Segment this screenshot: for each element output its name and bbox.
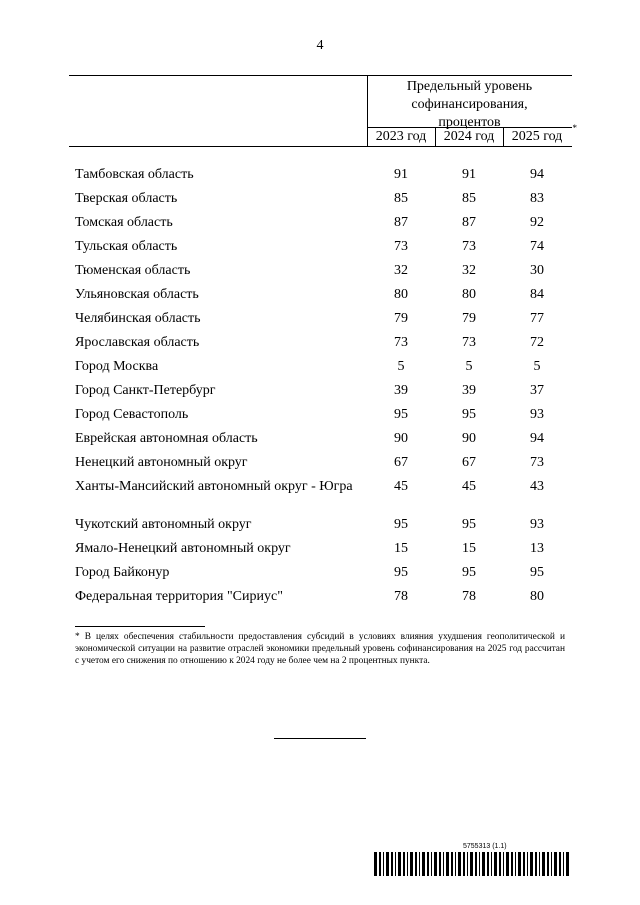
region-name: Ульяновская область [75,287,199,302]
region-name: Еврейская автономная область [75,431,258,446]
value-v2023: 67 [394,455,408,470]
value-v2024: 95 [462,517,476,532]
barcode-bar [547,852,549,876]
value-v2024: 78 [462,589,476,604]
value-v2023: 95 [394,407,408,422]
value-v2024: 73 [462,335,476,350]
barcode-bar [506,852,509,876]
value-v2023: 91 [394,167,408,182]
footnote: * В целях обеспечения стабильности предоставления субсидий в условиях влияния ухудшения геополитической и экономической ситуации на развитие отраслей экономики предельный уровень софинансирования на 2025 год рассчитан с учетом его снижения по отношению к 2024 году не более чем на 2 процентных пункта. [75,632,565,666]
header-line-3: процентов [438,115,501,130]
region-name: Томская область [75,215,173,230]
value-v2023: 39 [394,383,408,398]
value-v2025: 94 [530,431,544,446]
barcode-bar [559,852,561,876]
value-v2023: 85 [394,191,408,206]
value-v2025: 30 [530,263,544,278]
barcode-image [374,852,570,876]
barcode-bar [491,852,492,876]
end-rule [274,738,366,739]
value-v2025: 43 [530,479,544,494]
barcode-bar [374,852,377,876]
footnote-rule [75,626,205,627]
region-name: Ямало-Ненецкий автономный округ [75,541,291,556]
value-v2023: 5 [397,359,405,374]
value-v2023: 80 [394,287,408,302]
barcode-bar [542,852,545,876]
barcode-bar [434,852,437,876]
value-v2025: 73 [530,455,544,470]
value-v2024: 5 [465,359,473,374]
value-v2024: 91 [462,167,476,182]
year-2025: 2025 год [511,129,563,144]
barcode-bar [475,852,477,876]
value-v2025: 77 [530,311,544,326]
value-v2025: 13 [530,541,544,556]
region-name: Тюменская область [75,263,191,278]
value-v2023: 79 [394,311,408,326]
value-v2025: 37 [530,383,544,398]
value-v2025: 84 [530,287,544,302]
value-v2025: 80 [530,589,544,604]
barcode-bar [410,852,413,876]
value-v2024: 15 [462,541,476,556]
barcode-bar [427,852,429,876]
barcode-bar [470,852,473,876]
table-header-bottom-rule [69,146,572,147]
value-v2024: 90 [462,431,476,446]
value-v2024: 79 [462,311,476,326]
value-v2025: 5 [533,359,541,374]
region-name: Город Москва [75,359,159,374]
value-v2023: 78 [394,589,408,604]
region-name: Тверская область [75,191,178,206]
region-name: Чукотский автономный округ [75,517,252,532]
region-name: Тамбовская область [75,167,194,182]
value-v2024: 87 [462,215,476,230]
barcode-bar [415,852,417,876]
barcode-bar [455,852,456,876]
barcode-bar [383,852,384,876]
barcode-bar [539,852,540,876]
value-v2025: 93 [530,407,544,422]
value-v2024: 67 [462,455,476,470]
value-v2024: 95 [462,407,476,422]
barcode-bar [563,852,564,876]
value-v2025: 94 [530,167,544,182]
year-2025-footnote-mark: * [572,123,577,133]
region-name: Ярославская область [75,335,200,350]
year-2025-wrap [503,123,577,145]
value-v2023: 15 [394,541,408,556]
table-top-rule [69,75,572,76]
barcode-bar [407,852,408,876]
barcode-bar [379,852,381,876]
region-name: Тульская область [75,239,178,254]
barcode-bar [511,852,513,876]
barcode-bar [451,852,453,876]
barcode-bar [431,852,432,876]
barcode-bar [494,852,497,876]
value-v2025: 92 [530,215,544,230]
value-v2023: 45 [394,479,408,494]
value-v2023: 87 [394,215,408,230]
value-v2024: 45 [462,479,476,494]
value-v2025: 95 [530,565,544,580]
barcode-bar [403,852,405,876]
value-v2023: 73 [394,335,408,350]
barcode-bar [391,852,393,876]
barcode-bar [482,852,485,876]
table-header-title [367,78,572,132]
region-name: Федеральная территория "Сириус" [75,589,283,604]
header-line-1: Предельный уровень [406,79,533,94]
barcode-bar [458,852,461,876]
barcode-bar [503,852,504,876]
value-v2024: 39 [462,383,476,398]
barcode-bar [467,852,468,876]
barcode-bar [527,852,528,876]
value-v2025: 83 [530,191,544,206]
value-v2023: 73 [394,239,408,254]
barcode-bar [566,852,569,876]
barcode-bar [530,852,533,876]
document-id: 5755313 (1.1) [463,843,507,850]
barcode-bar [523,852,525,876]
year-2024: 2024 год [443,129,495,144]
region-name: Ханты-Мансийский автономный округ - Югра [75,479,353,494]
value-v2024: 85 [462,191,476,206]
year-2023: 2023 год [375,129,427,144]
barcode-bar [398,852,401,876]
value-v2024: 95 [462,565,476,580]
barcode-bar [518,852,521,876]
value-v2023: 95 [394,565,408,580]
barcode-bar [479,852,480,876]
value-v2023: 90 [394,431,408,446]
region-name: Город Санкт-Петербург [75,383,216,398]
value-v2024: 80 [462,287,476,302]
region-name: Город Байконур [75,565,170,580]
value-v2023: 95 [394,517,408,532]
page-number: 4 [316,38,324,53]
barcode-bar [551,852,552,876]
barcode-bar [419,852,420,876]
value-v2024: 73 [462,239,476,254]
value-v2024: 32 [462,263,476,278]
barcode-bar [463,852,465,876]
value-v2023: 32 [394,263,408,278]
barcode-bar [422,852,425,876]
barcode-bar [386,852,389,876]
header-line-2: софинансирования, [411,97,528,112]
barcode-bar [443,852,444,876]
barcode-bar [499,852,501,876]
value-v2025: 74 [530,239,544,254]
barcode-bar [439,852,441,876]
barcode-bar [554,852,557,876]
region-name: Ненецкий автономный округ [75,455,248,470]
barcode-bar [395,852,396,876]
value-v2025: 93 [530,517,544,532]
region-name: Челябинская область [75,311,201,326]
barcode-bar [446,852,449,876]
barcode-bar [487,852,489,876]
barcode-bar [515,852,516,876]
region-name: Город Севастополь [75,407,189,422]
value-v2025: 72 [530,335,544,350]
barcode-bar [535,852,537,876]
